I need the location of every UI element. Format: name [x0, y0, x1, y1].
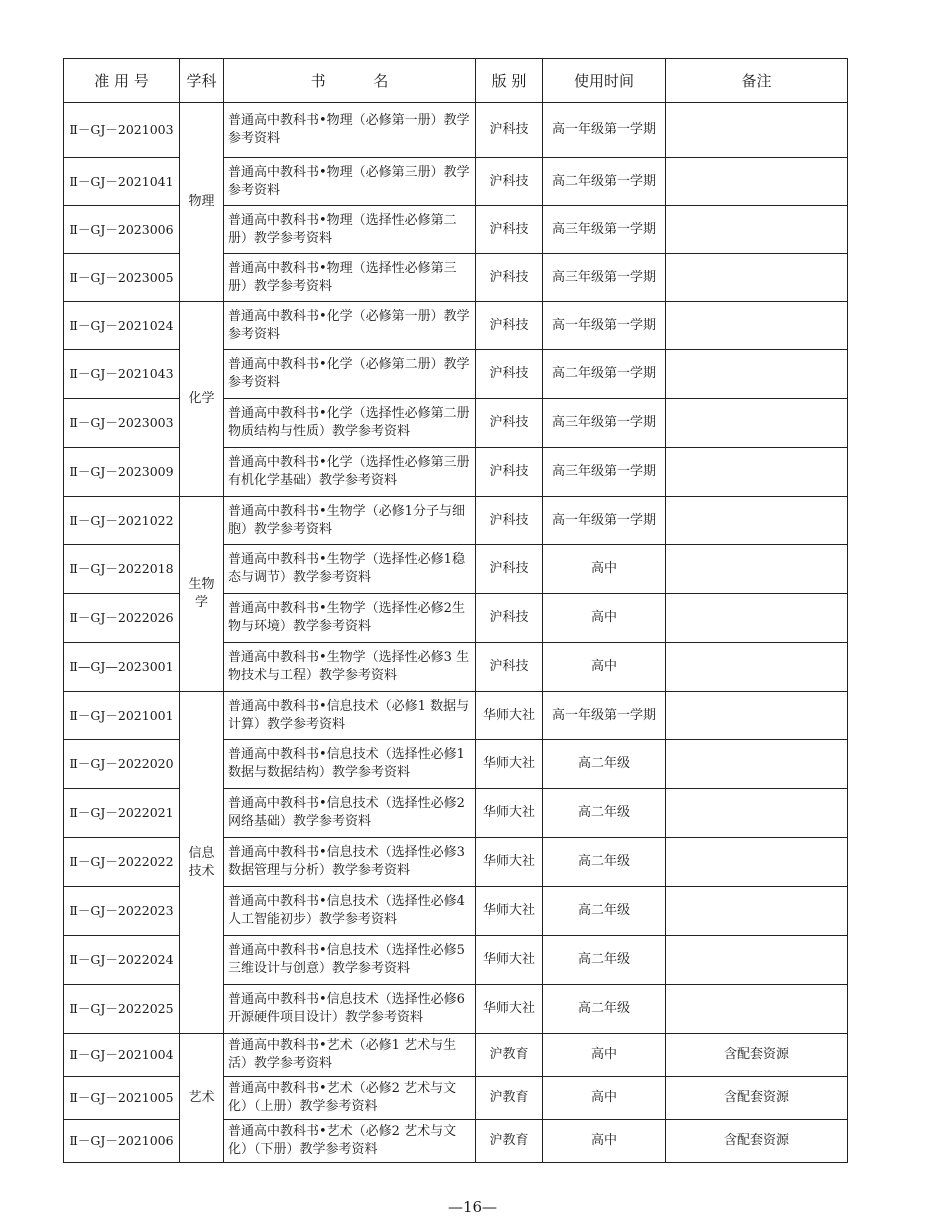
cell-code: Ⅱ－GJ－2023009 — [64, 448, 180, 497]
cell-time: 高中 — [543, 1120, 666, 1163]
cell-subject: 生物学 — [180, 497, 224, 692]
cell-time: 高二年级第一学期 — [543, 350, 666, 399]
cell-code: Ⅱ－GJ－2022018 — [64, 545, 180, 594]
cell-publisher: 华师大社 — [476, 887, 543, 936]
header-time: 使用时间 — [543, 59, 666, 103]
cell-code: Ⅱ－GJ－2021003 — [64, 103, 180, 158]
cell-title: 普通高中教科书•生物学（选择性必修1稳态与调节）教学参考资料 — [224, 545, 476, 594]
cell-note — [666, 594, 848, 643]
cell-publisher: 沪教育 — [476, 1034, 543, 1077]
table-row — [64, 497, 848, 545]
header-title: 书 名 — [224, 59, 476, 103]
header-note: 备注 — [666, 59, 848, 103]
cell-title: 普通高中教科书•艺术（必修2 艺术与文化）（上册）教学参考资料 — [224, 1077, 476, 1120]
cell-note — [666, 740, 848, 789]
cell-note — [666, 206, 848, 254]
cell-code: Ⅱ－GJ－2023006 — [64, 206, 180, 254]
cell-publisher: 沪科技 — [476, 350, 543, 399]
cell-title: 普通高中教科书•信息技术（选择性必修2 网络基础）教学参考资料 — [224, 789, 476, 838]
cell-publisher: 沪科技 — [476, 594, 543, 643]
cell-note: 含配套资源 — [666, 1077, 848, 1120]
cell-time: 高二年级 — [543, 740, 666, 789]
cell-note — [666, 643, 848, 692]
cell-title: 普通高中教科书•物理（必修第一册）教学参考资料 — [224, 103, 476, 158]
cell-note — [666, 103, 848, 158]
cell-publisher: 沪科技 — [476, 103, 543, 158]
cell-code: Ⅱ－GJ－2021024 — [64, 302, 180, 350]
cell-note — [666, 789, 848, 838]
cell-note: 含配套资源 — [666, 1034, 848, 1077]
cell-time: 高一年级第一学期 — [543, 302, 666, 350]
cell-title: 普通高中教科书•生物学（必修1分子与细胞）教学参考资料 — [224, 497, 476, 545]
cell-time: 高二年级 — [543, 789, 666, 838]
page-number: —16— — [447, 1198, 498, 1216]
table-row — [64, 1034, 848, 1077]
cell-publisher: 沪教育 — [476, 1120, 543, 1163]
cell-publisher: 华师大社 — [476, 936, 543, 985]
table-row — [64, 302, 848, 350]
cell-time: 高中 — [543, 1034, 666, 1077]
cell-subject: 艺术 — [180, 1034, 224, 1163]
cell-publisher: 沪科技 — [476, 206, 543, 254]
cell-title: 普通高中教科书•化学（必修第一册）教学参考资料 — [224, 302, 476, 350]
cell-title: 普通高中教科书•物理（必修第三册）教学参考资料 — [224, 158, 476, 206]
cell-time: 高三年级第一学期 — [543, 254, 666, 302]
cell-publisher: 沪科技 — [476, 545, 543, 594]
cell-time: 高二年级第一学期 — [543, 158, 666, 206]
cell-title: 普通高中教科书•物理（选择性必修第三册）教学参考资料 — [224, 254, 476, 302]
cell-code: Ⅱ－GJ－2022022 — [64, 838, 180, 887]
table-row — [64, 692, 848, 740]
cell-title: 普通高中教科书•信息技术（必修1 数据与计算）教学参考资料 — [224, 692, 476, 740]
cell-publisher: 华师大社 — [476, 692, 543, 740]
cell-publisher: 华师大社 — [476, 838, 543, 887]
cell-publisher: 沪科技 — [476, 158, 543, 206]
cell-note — [666, 692, 848, 740]
cell-code: Ⅱ－GJ－2022025 — [64, 985, 180, 1034]
cell-code: Ⅱ－GJ－2023003 — [64, 399, 180, 448]
cell-title: 普通高中教科书•艺术（必修1 艺术与生活）教学参考资料 — [224, 1034, 476, 1077]
cell-title: 普通高中教科书•化学（选择性必修第二册 物质结构与性质）教学参考资料 — [224, 399, 476, 448]
cell-publisher: 沪科技 — [476, 448, 543, 497]
cell-code: Ⅱ－GJ－2023005 — [64, 254, 180, 302]
cell-time: 高一年级第一学期 — [543, 497, 666, 545]
header-code: 准 用 号 — [64, 59, 180, 103]
cell-title: 普通高中教科书•信息技术（选择性必修3 数据管理与分析）教学参考资料 — [224, 838, 476, 887]
cell-publisher: 沪科技 — [476, 643, 543, 692]
cell-time: 高三年级第一学期 — [543, 448, 666, 497]
cell-publisher: 华师大社 — [476, 740, 543, 789]
cell-subject: 信息技术 — [180, 692, 224, 1034]
cell-code: Ⅱ－GJ－2021041 — [64, 158, 180, 206]
cell-code: Ⅱ－GJ－2021005 — [64, 1077, 180, 1120]
cell-time: 高一年级第一学期 — [543, 103, 666, 158]
cell-time: 高二年级 — [543, 985, 666, 1034]
cell-time: 高二年级 — [543, 887, 666, 936]
cell-time: 高二年级 — [543, 936, 666, 985]
cell-publisher: 华师大社 — [476, 985, 543, 1034]
cell-title: 普通高中教科书•化学（选择性必修第三册 有机化学基础）教学参考资料 — [224, 448, 476, 497]
cell-note — [666, 350, 848, 399]
cell-note — [666, 545, 848, 594]
cell-time: 高中 — [543, 1077, 666, 1120]
header-publisher: 版 别 — [476, 59, 543, 103]
cell-note — [666, 887, 848, 936]
cell-time: 高三年级第一学期 — [543, 206, 666, 254]
cell-code: Ⅱ－GJ－2021022 — [64, 497, 180, 545]
cell-time: 高一年级第一学期 — [543, 692, 666, 740]
cell-code: Ⅱ—GJ—2023001 — [64, 643, 180, 692]
cell-note — [666, 838, 848, 887]
cell-title: 普通高中教科书•信息技术（选择性必修4 人工智能初步）教学参考资料 — [224, 887, 476, 936]
cell-title: 普通高中教科书•信息技术（选择性必修6 开源硬件项目设计）教学参考资料 — [224, 985, 476, 1034]
cell-title: 普通高中教科书•生物学（选择性必修2生物与环境）教学参考资料 — [224, 594, 476, 643]
cell-note — [666, 497, 848, 545]
cell-code: Ⅱ－GJ－2022026 — [64, 594, 180, 643]
cell-note — [666, 302, 848, 350]
cell-time: 高中 — [543, 594, 666, 643]
textbook-table — [63, 58, 848, 1163]
cell-time: 高中 — [543, 643, 666, 692]
cell-publisher: 华师大社 — [476, 789, 543, 838]
cell-code: Ⅱ－GJ－2022023 — [64, 887, 180, 936]
cell-publisher: 沪教育 — [476, 1077, 543, 1120]
cell-publisher: 沪科技 — [476, 302, 543, 350]
cell-title: 普通高中教科书•艺术（必修2 艺术与文化）（下册）教学参考资料 — [224, 1120, 476, 1163]
cell-code: Ⅱ－GJ－2021001 — [64, 692, 180, 740]
cell-note — [666, 448, 848, 497]
cell-note — [666, 985, 848, 1034]
table-body — [64, 103, 848, 1163]
cell-publisher: 沪科技 — [476, 497, 543, 545]
cell-code: Ⅱ－GJ－2021004 — [64, 1034, 180, 1077]
cell-subject: 化学 — [180, 302, 224, 497]
cell-code: Ⅱ－GJ－2022024 — [64, 936, 180, 985]
cell-time: 高三年级第一学期 — [543, 399, 666, 448]
cell-subject: 物理 — [180, 103, 224, 302]
cell-time: 高二年级 — [543, 838, 666, 887]
cell-code: Ⅱ－GJ－2021043 — [64, 350, 180, 399]
cell-time: 高中 — [543, 545, 666, 594]
cell-title: 普通高中教科书•物理（选择性必修第二册）教学参考资料 — [224, 206, 476, 254]
cell-note — [666, 254, 848, 302]
cell-title: 普通高中教科书•生物学（选择性必修3 生物技术与工程）教学参考资料 — [224, 643, 476, 692]
table-header-row — [64, 59, 848, 103]
cell-publisher: 沪科技 — [476, 399, 543, 448]
cell-publisher: 沪科技 — [476, 254, 543, 302]
cell-note — [666, 399, 848, 448]
cell-note — [666, 158, 848, 206]
cell-note — [666, 936, 848, 985]
cell-code: Ⅱ－GJ－2021006 — [64, 1120, 180, 1163]
header-subject: 学科 — [180, 59, 224, 103]
cell-title: 普通高中教科书•化学（必修第二册）教学参考资料 — [224, 350, 476, 399]
cell-code: Ⅱ－GJ－2022020 — [64, 740, 180, 789]
table-row — [64, 103, 848, 158]
cell-title: 普通高中教科书•信息技术（选择性必修5 三维设计与创意）教学参考资料 — [224, 936, 476, 985]
cell-note: 含配套资源 — [666, 1120, 848, 1163]
cell-title: 普通高中教科书•信息技术（选择性必修1 数据与数据结构）教学参考资料 — [224, 740, 476, 789]
cell-code: Ⅱ－GJ－2022021 — [64, 789, 180, 838]
